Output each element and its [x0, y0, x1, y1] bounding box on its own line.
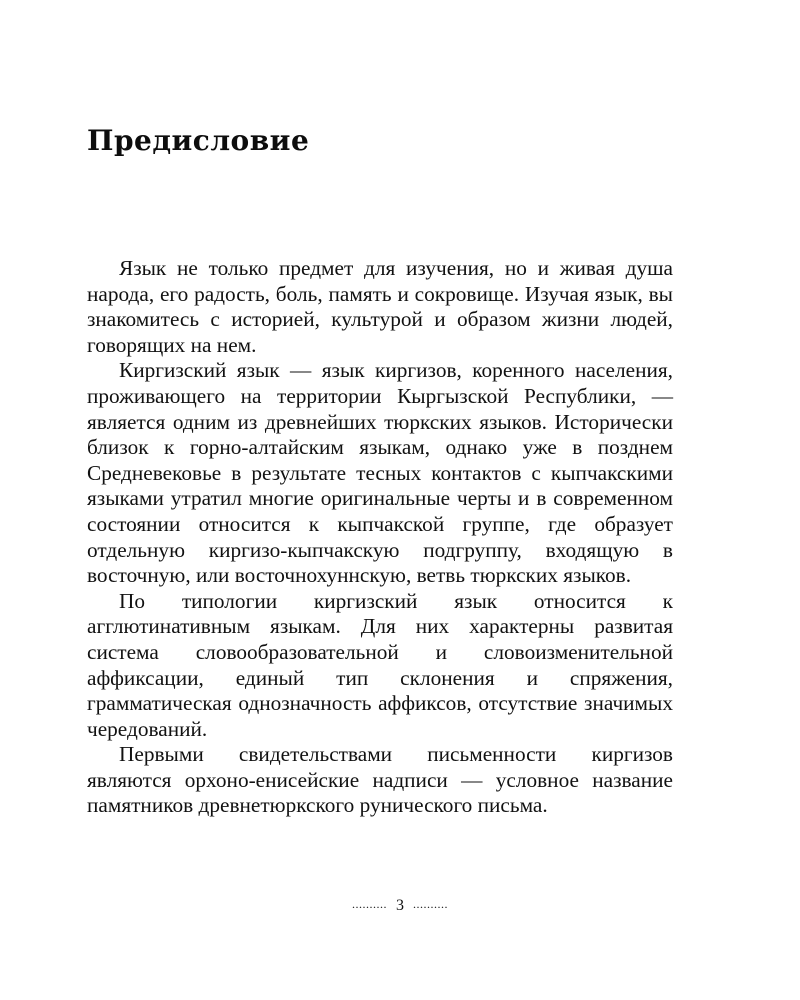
body-text: [87, 256, 673, 819]
paragraph-4: Первыми свидетельствами письменности киргизов являются орхоно-енисейские надписи — условное название памятников древнетюркского рунического письма.: [87, 742, 673, 818]
page-footer: [0, 897, 800, 915]
footer-dots-right: ..........: [413, 897, 448, 911]
paragraph-3: По типологии киргизский язык относится к агглютинативным языкам. Для них характерны развитая система словообразовательной и словоизменительной аффиксации, единый тип склонения и спряжения, грамматическая однозначность аффиксов, отсутствие значимых чередований.: [87, 588, 673, 741]
page-number: 3: [396, 897, 404, 914]
footer-dots-left: ..........: [352, 897, 387, 911]
paragraph-2: Киргизский язык — язык киргизов, коренного населения, проживающего на территории Кыргызской Республики, — является одним из древнейших тюркских языков. Исторически близок к горно-алтайским языкам, однако уже в позднем Средневековье в результате тесных контактов с кыпчакскими языками утратил многие оригинальные черты и в современном состоянии относится к кыпчакской группе, где образует отдельную киргизо-кыпчакскую подгруппу, входящую в восточную, или восточнохуннскую, ветвь тюркских языков.: [87, 358, 673, 588]
chapter-title: Предисловие: [87, 124, 310, 157]
paragraph-1: Язык не только предмет для изучения, но и живая душа народа, его радость, боль, память и сокровище. Изучая язык, вы знакомитесь с историей, культурой и образом жизни людей, говорящих на нем.: [87, 256, 673, 357]
